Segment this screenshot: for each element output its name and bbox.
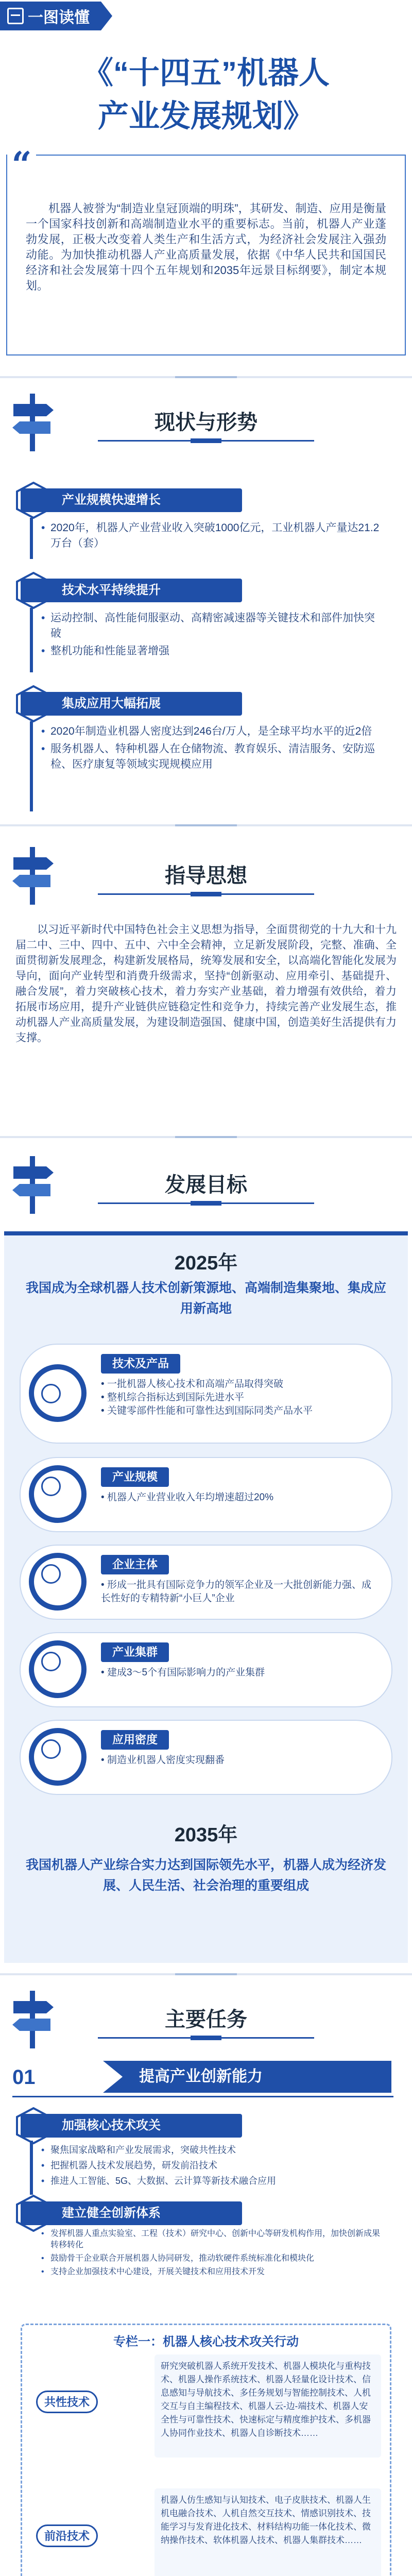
list-item: • 关键零部件性能和可靠性达到国际同类产品水平: [101, 1405, 313, 1416]
quote-icon: “: [7, 149, 36, 170]
goal-card: [21, 1546, 391, 1619]
title-line-1: 《“十四五”机器人: [82, 56, 330, 90]
divider: [0, 1136, 412, 1138]
list-item: • 聚焦国家战略和产业发展需求，突破共性技术: [41, 2143, 381, 2157]
section-title: 发展目标: [165, 1174, 247, 1196]
header-badge: [0, 0, 112, 32]
group-items: [41, 724, 381, 774]
density-icon: [41, 1739, 61, 1759]
section-tasks: [0, 1989, 412, 2050]
goal-card: [21, 1633, 391, 1706]
list-item: • 形成一批具有国际竞争力的领军企业及一大批创新能力强、成长性好的专精特新“小巨人”企业: [101, 1580, 371, 1604]
group-label: 加强核心技术攻关: [21, 2114, 242, 2138]
task-title: 提高产业创新能力: [103, 2061, 391, 2093]
cluster-icon: [41, 1652, 61, 1671]
divider: [0, 376, 412, 378]
goal-card-items: [101, 1579, 379, 1605]
group-items: [41, 2143, 381, 2190]
list-item: • 发挥机器人重点实验室、工程（技术）研究中心、创新中心等研发机构作用，加快创新成果转移转化: [41, 2228, 381, 2251]
goal-card-items: [101, 1491, 379, 1504]
list-item: • 一批机器人核心技术和高端产品取得突破: [101, 1379, 283, 1389]
goal-card-items: [101, 1378, 379, 1418]
group-items: [41, 611, 381, 661]
list-item: • 建成3～5个有国际影响力的产业集群: [101, 1667, 265, 1678]
goal-card-title: 技术及产品: [101, 1354, 180, 1374]
list-item: • 制造业机器人密度实现翻番: [101, 1755, 225, 1766]
list-item: • 支持企业加强技术中心建设，开展关键技术和应用技术开发: [41, 2266, 381, 2278]
list-item: • 2020年制造业机器人密度达到246台/万人，是全球平均水平的近2倍: [41, 724, 381, 739]
company-icon: [41, 1564, 61, 1584]
group-label: 技术水平持续提升: [21, 579, 242, 602]
group-label: 建立健全创新体系: [21, 2201, 242, 2225]
list-item: • 整机功能和性能显著增强: [41, 643, 381, 659]
goal-card: [21, 1721, 391, 1794]
goal-card: [21, 1345, 391, 1443]
goal-card-title: 产业规模: [101, 1467, 169, 1487]
goal-card-title: 企业主体: [101, 1555, 169, 1574]
special-text: 机器人仿生感知与认知技术、电子皮肤技术、机器人生机电融合技术、人机自然交互技术、情感识别技术、技能学习与发育进化技术、材料结构功能一体化技术、微纳操作技术、软体机器人技术、机器人集群技术……: [154, 2488, 381, 2576]
goal-summary: 我国机器人产业综合实力达到国际领先水平，机器人成为经济发展、人民生活、社会治理的重要组成: [25, 1858, 386, 1893]
list-item: • 把握机器人技术发展趋势，研发前沿技术: [41, 2159, 381, 2172]
list-item: • 服务机器人、特种机器人在仓储物流、教育娱乐、清洁服务、安防巡检、医疗康复等领域实现规模应用: [41, 741, 381, 772]
page-title: [0, 52, 412, 138]
goal-card-title: 产业集群: [101, 1642, 169, 1662]
task-underline: [12, 2096, 393, 2097]
section-status: [0, 392, 412, 453]
group-label: 产业规模快速增长: [21, 488, 242, 512]
special-text: 研究突破机器人系统开发技术、机器人模块化与重构技术、机器人操作系统技术、机器人轻量化设计技术、信息感知与导航技术、多任务规划与智能控制技术、人机交互与自主编程技术、机器人云-边-端技术、机器人安全性与可靠性技术、快速标定与精度维护技术、多机器人协同作业技术、机器人自诊断技术……: [154, 2354, 381, 2458]
menu-icon: [7, 8, 24, 24]
chart-icon: [41, 1477, 61, 1496]
divider: [0, 1973, 412, 1975]
intro-text: 机器人被誉为“制造业皇冠顶端的明珠”，其研发、制造、应用是衡量一个国家科技创新和高端制造业水平的重要标志。当前，机器人产业蓬勃发展，正极大改变着人类生产和生活方式，为经济社会发展注入强劲动能。为加快推动机器人产业高质量发展，依据《中华人民共和国国民经济和社会发展第十四个五年规划和2035年远景目标纲要》，制定本规划。: [26, 202, 386, 292]
goal-card-items: [101, 1666, 379, 1680]
section-guiding: [0, 845, 412, 907]
section-goals: [0, 1154, 412, 1216]
goal-year: 2025年: [174, 1252, 238, 1274]
guiding-text: 以习近平新时代中国特色社会主义思想为指导，全面贯彻党的十九大和十九届二中、三中、四中、五中、六中全会精神，立足新发展阶段，完整、准确、全面贯彻新发展理念，构建新发展格局，统筹发展和安全，以高端化智能化发展为导向，面向产业转型和消费升级需求，坚持“创新驱动、应用牵引、基础提升、融合发展”，着力突破核心技术，着力夯实产业基础，着力增强有效供给，着力拓展市场应用，提升产业链供应链稳定性和竞争力，持续完善产业发展生态，推动机器人产业高质量发展，为建设制造强国、健康中国，创造美好生活提供有力支撑。: [15, 924, 397, 1044]
goal-year: 2035年: [174, 1824, 238, 1846]
section-title: 指导思想: [165, 865, 247, 887]
list-item: • 2020年，机器人产业营业收入突破1000亿元，工业机器人产量达21.2万台（套）: [41, 520, 381, 551]
group-items: [41, 520, 381, 553]
badge-label: 一图读懂: [28, 9, 90, 26]
goal-card-items: [101, 1754, 379, 1767]
group-label: 集成应用大幅拓展: [21, 692, 242, 716]
list-item: • 机器人产业营业收入年均增速超过20%: [101, 1492, 273, 1503]
special-title: 专栏一：机器人核心技术攻关行动: [113, 2335, 299, 2349]
section-title: 主要任务: [165, 2008, 247, 2031]
task-number: 01: [12, 2066, 36, 2089]
list-item: • 鼓励骨干企业联合开展机器人协同研发，推动软硬件系统标准化和模块化: [41, 2253, 381, 2264]
group-items: [41, 2228, 381, 2280]
goal-summary: 我国成为全球机器人技术创新策源地、高端制造集聚地、集成应用新高地: [25, 1281, 386, 1316]
list-item: • 整机综合指标达到国际先进水平: [101, 1392, 244, 1403]
special-label: 前沿技术: [36, 2524, 98, 2547]
divider: [0, 824, 412, 826]
section-title: 现状与形势: [154, 411, 258, 434]
goal-card: [21, 1458, 391, 1531]
goal-card-title: 应用密度: [101, 1730, 169, 1750]
target-icon: [41, 1384, 61, 1403]
list-item: • 运动控制、高性能伺服驱动、高精密减速器等关键技术和部件加快突破: [41, 611, 381, 641]
title-line-2: 产业发展规划》: [98, 99, 314, 133]
special-label: 共性技术: [36, 2391, 98, 2413]
list-item: • 推进人工智能、5G、大数据、云计算等新技术融合应用: [41, 2174, 381, 2188]
